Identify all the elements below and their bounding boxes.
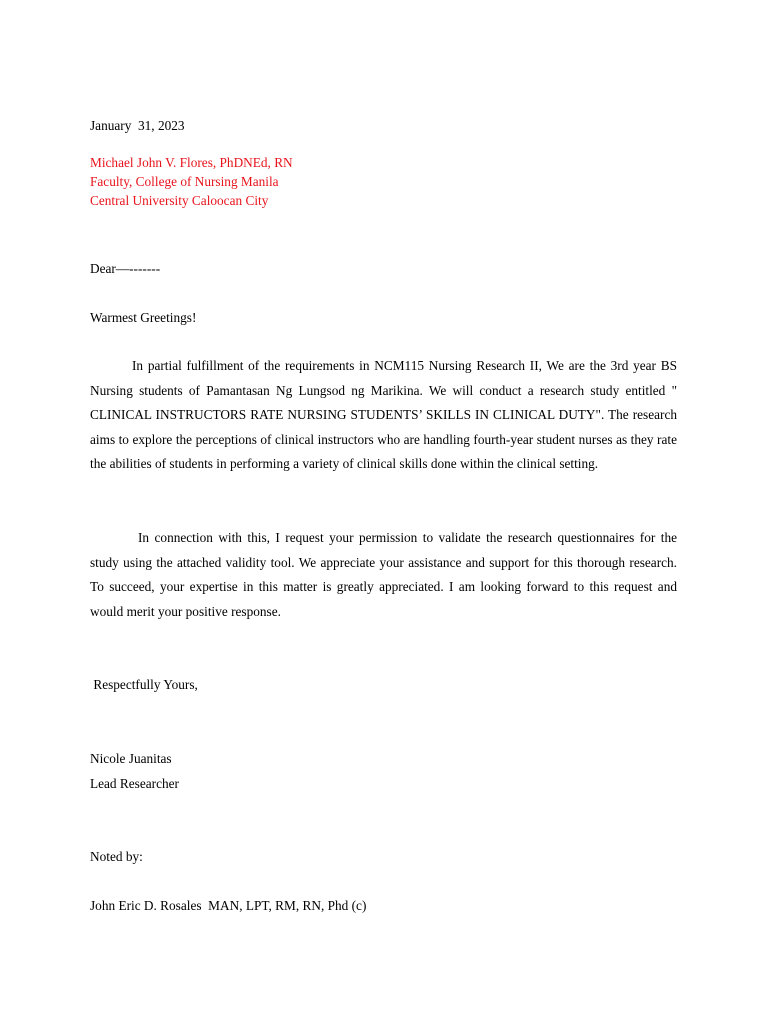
letter-date: January 31, 2023 [90, 118, 185, 133]
noted-by-name: John Eric D. Rosales MAN, LPT, RM, RN, Phd (c) [90, 898, 367, 913]
body-paragraph-1: In partial fulfillment of the requirements in NCM115 Nursing Research II, We are the 3rd year BS Nursing students of Pamantasan Ng Lungsod ng Marikina. We will conduct a research study entitled " CLINICAL INSTRUCTORS RATE NURSING STUDENTS’ SKILLS IN CLINICAL DUTY". The research aims to explore the perceptions of clinical instructors who are handling fourth-year student nurses as they rate the abilities of students in performing a variety of clinical skills done within the clinical setting. [90, 358, 677, 471]
greeting: Warmest Greetings! [90, 310, 197, 325]
recipient-name: Michael John V. Flores, PhDNEd, RN [90, 155, 293, 170]
closing: Respectfully Yours, [90, 677, 198, 692]
noted-by-label: Noted by: [90, 849, 143, 864]
signatory-name: Nicole Juanitas [90, 751, 172, 766]
body-paragraph-2: In connection with this, I request your permission to validate the research questionnaires for the study using the attached validity tool. We appreciate your assistance and support for this thorough research. To succeed, your expertise in this matter is greatly appreciated. I am looking forward to this request and would merit your positive response. [90, 530, 677, 619]
recipient-institution: Central University Caloocan City [90, 193, 269, 208]
salutation: Dear—------- [90, 261, 161, 276]
signatory-title: Lead Researcher [90, 776, 179, 791]
recipient-position: Faculty, College of Nursing Manila [90, 174, 279, 189]
letter-page [90, 0, 677, 1024]
